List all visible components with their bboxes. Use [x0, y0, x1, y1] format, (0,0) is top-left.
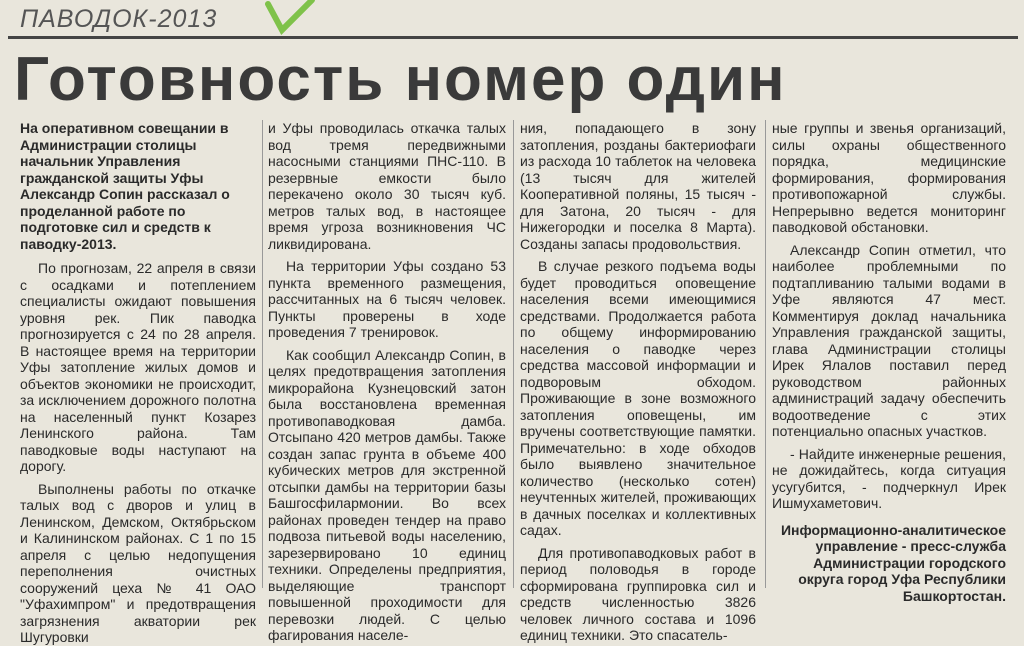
rubric: ПАВОДОК-2013: [20, 5, 218, 33]
paragraph: Выполнены работы по откачке талых вод с дворов и улиц в Ленинском, Демском, Октябрьском и Калининском районах. С 1 по 15 апреля с целью недопущения переполнения очистных сооружений цеха № 41 ОАО "Уфахимпром" и предотвращения загрязнения акватории рек Шугуровки: [20, 480, 256, 645]
paragraph: ные группы и звенья организаций, силы охраны общественного порядка, медицинские формирования, формирования противопожарной службы. Непрерывно ведется мониторинг паводковой обстановки.: [772, 120, 1006, 235]
column-divider: [262, 120, 263, 588]
paragraph: Александр Сопин отметил, что наиболее проблемными по подтапливанию талыми водами в Уфе являются 47 мест. Комментируя доклад начальника Управления гражданской защиты, глава Администрации столицы Ирек Ялалов поставил перед руководством районных администраций задачу обеспечить водоотведение с этих потенциально опасных участков.: [772, 241, 1006, 439]
lead-paragraph: На оперативном совещании в Администрации столицы начальник Управления гражданской защиты Уфы Александр Сопин рассказал о проделанной работе по подготовке сил и средств к паводку-2013.: [20, 120, 230, 252]
paragraph: На территории Уфы создано 53 пункта временного размещения, рассчитанных на 6 тысяч человек. Пункты проверены в ходе проведения 7 тренировок.: [268, 258, 506, 340]
paragraph: ния, попадающего в зону затопления, розданы бактериофаги из расхода 10 таблеток на человека (13 тысяч для жителей Кооперативной поляны, 15 тысяч - для Затона, 20 тысяч - для Нижегородки и поселка 8 Марта). Созданы запасы продовольствия.: [520, 120, 756, 252]
paragraph: В случае резкого подъема воды будет проводиться оповещение населения всеми имеющимися средствами. Продолжается работа по общему информированию населения о паводке через средства массовой информации и подворовым обходом. Проживающие в зоне возможного затопления оповещены, им вручены соответствующие памятки. Примечательно: в ходе обходов было выявлено значительное количество (несколько сотен) неучтенных жителей, проживающих в дачных поселках и коллективных садах.: [520, 258, 756, 538]
column-3: [520, 120, 756, 643]
column-4: [772, 120, 1006, 604]
column-divider: [765, 120, 766, 588]
rubric-divider: [8, 36, 1018, 39]
paragraph: По прогнозам, 22 апреля в связи с осадками и потеплением специалисты ожидают повышения уровня рек. Пик паводка прогнозируется с 24 по 28 апреля. В настоящее время на территории Уфы затопление жилых домов и объектов экономики не происходит, за исключением дорожного полотна на населенный пункт Козарез Ленинского района. Там паводковые воды наступают на дорогу.: [20, 260, 256, 474]
paragraph: - Найдите инженерные решения, не дожидайтесь, когда ситуация усугубится, - подчеркнул Ирек Ишмухаметович.: [772, 445, 1006, 511]
headline: Готовность номер один: [14, 45, 787, 114]
paragraph: Для противопаводковых работ в период половодья в городе сформирована группировка сил и средств численностью 3826 человек личного состава и 1096 единиц техники. Это спасатель-: [520, 544, 756, 643]
column-divider: [513, 120, 514, 588]
signature: Информационно-аналитическое управление - пресс-служба Администрации городского округа город Уфа Республики Башкортостан.: [780, 521, 1006, 604]
paragraph: Как сообщил Александр Сопин, в целях предотвращения затопления микрорайона Кузнецовский затон была восстановлена временная противопаводковая дамба. Отсыпано 420 метров дамбы. Также создан запас грунта в объеме 400 кубических метров для экстренной отсыпки дамбы на территории базы Башгосфилармонии. Во всех районах проведен тендер на право подвоза питьевой воды населению, зарезервировано 10 единиц техники. Определены предприятия, выделяющие транспорт повышенной проходимости для перевозки людей. С целью фагирования населе-: [268, 346, 506, 643]
column-1: [20, 120, 256, 645]
check-mark-icon: [260, 0, 320, 34]
paragraph: и Уфы проводилась откачка талых вод тремя передвижными насосными станциями ПНС-110. В резервные емкости было перекачено около 30 тысяч куб. метров талых вод, в настоящее время угроза возникновения ЧС ликвидирована.: [268, 120, 506, 252]
column-2: [268, 120, 506, 643]
